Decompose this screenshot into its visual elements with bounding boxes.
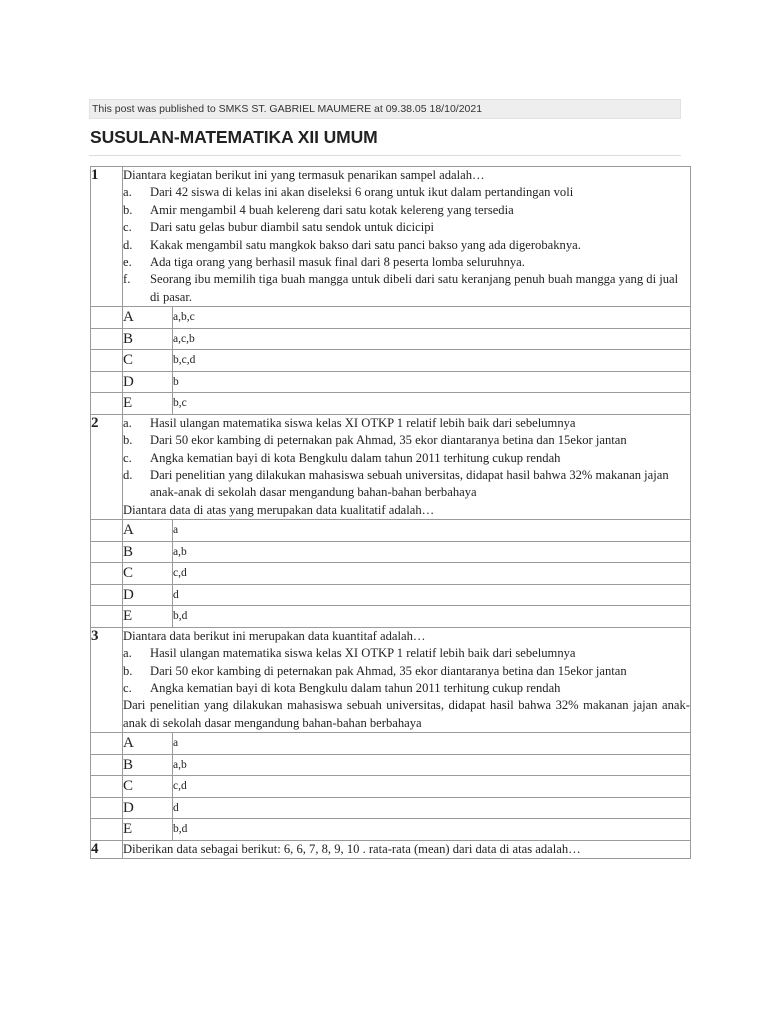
option-text: Hasil ulangan matematika siswa kelas XI OTKP 1 relatif lebih baik dari sebelumnya — [150, 415, 576, 430]
question-number: 1 — [91, 167, 123, 307]
answer-letter: D — [123, 797, 173, 819]
option-text: Dari 42 siswa di kelas ini akan diseleksi 6 orang untuk ikut dalam pertandingan voli — [150, 185, 574, 200]
answer-letter: A — [123, 733, 173, 755]
option-letter: b. — [123, 202, 133, 217]
option-text: Kakak mengambil satu mangkok bakso dari satu panci bakso yang ada digerobaknya. — [150, 237, 581, 252]
option-text: Angka kematian bayi di kota Bengkulu dalam tahun 2011 terhitung cukup rendah — [150, 680, 561, 695]
answer-row — [91, 393, 691, 415]
question-row — [91, 627, 691, 732]
question-closing: Dari penelitian yang dilakukan mahasiswa sebuah universitas, didapat hasil bahwa 32% makanan jajan anak-anak di sekolah dasar mengandung bahan-bahan berbahaya — [123, 698, 690, 730]
question-body — [123, 167, 691, 307]
answer-row — [91, 541, 691, 563]
question-option — [123, 467, 690, 502]
option-text: Hasil ulangan matematika siswa kelas XI OTKP 1 relatif lebih baik dari sebelumnya — [150, 646, 576, 661]
question-number: 2 — [91, 414, 123, 519]
answer-value: b — [173, 371, 691, 393]
option-letter: e. — [123, 255, 132, 270]
answer-row — [91, 520, 691, 542]
option-letter: c. — [123, 220, 132, 235]
option-letter: c. — [123, 680, 132, 695]
question-option — [123, 271, 690, 306]
question-closing: Diantara data di atas yang merupakan data kualitatif adalah… — [123, 502, 435, 517]
question-option — [123, 254, 690, 271]
question-number: 3 — [91, 627, 123, 732]
answer-letter: C — [123, 776, 173, 798]
answer-letter: D — [123, 371, 173, 393]
answer-letter: E — [123, 393, 173, 415]
answer-value: c,d — [173, 776, 691, 798]
answer-value: b,d — [173, 606, 691, 628]
answer-row — [91, 563, 691, 585]
question-stem: Diberikan data sebagai berikut: 6, 6, 7, 8, 9, 10 . rata-rata (mean) dari data di atas adalah… — [123, 841, 581, 856]
answer-letter: C — [123, 563, 173, 585]
option-text: Dari 50 ekor kambing di peternakan pak Ahmad, 35 ekor diantaranya betina dan 15ekor jantan — [150, 433, 627, 448]
answer-letter: E — [123, 819, 173, 841]
answer-letter: A — [123, 307, 173, 329]
question-number: 4 — [91, 840, 123, 858]
answer-row — [91, 584, 691, 606]
question-option — [123, 202, 690, 219]
option-letter: d. — [123, 237, 133, 252]
answer-row — [91, 797, 691, 819]
option-letter: b. — [123, 663, 133, 678]
question-option — [123, 432, 690, 449]
answer-value: d — [173, 797, 691, 819]
answer-letter: D — [123, 584, 173, 606]
question-row — [91, 167, 691, 307]
question-stem: Diantara kegiatan berikut ini yang termasuk penarikan sampel adalah… — [123, 168, 485, 182]
question-option — [123, 663, 690, 680]
answer-value: a,b — [173, 754, 691, 776]
answer-value: a,b,c — [173, 307, 691, 329]
question-row — [91, 414, 691, 519]
option-text: Dari satu gelas bubur diambil satu sendok untuk dicicipi — [150, 220, 435, 235]
option-text: Seorang ibu memilih tiga buah mangga untuk dibeli dari satu keranjang penuh buah mangga yang di jual di pasar. — [150, 272, 679, 304]
option-letter: b. — [123, 433, 133, 448]
answer-value: a — [173, 733, 691, 755]
answer-value: a,c,b — [173, 328, 691, 350]
title-divider — [89, 155, 681, 156]
answer-row — [91, 307, 691, 329]
answer-value: a — [173, 520, 691, 542]
answer-row — [91, 754, 691, 776]
option-letter: a. — [123, 185, 132, 200]
answer-row — [91, 328, 691, 350]
option-text: Ada tiga orang yang berhasil masuk final dari 8 peserta lomba seluruhnya. — [150, 255, 525, 270]
question-body — [123, 840, 691, 858]
option-letter: a. — [123, 646, 132, 661]
answer-row — [91, 819, 691, 841]
answer-row — [91, 371, 691, 393]
question-body — [123, 627, 691, 732]
answer-value: a,b — [173, 541, 691, 563]
question-option — [123, 450, 690, 467]
question-stem: Diantara data berikut ini merupakan data kuantitaf adalah… — [123, 628, 426, 643]
question-option — [123, 645, 690, 662]
answer-row — [91, 606, 691, 628]
option-text: Dari 50 ekor kambing di peternakan pak Ahmad, 35 ekor diantaranya betina dan 15ekor jantan — [150, 663, 627, 678]
answer-value: d — [173, 584, 691, 606]
answer-letter: B — [123, 541, 173, 563]
option-letter: d. — [123, 467, 133, 482]
post-info-bar: This post was published to SMKS ST. GABRIEL MAUMERE at 09.38.05 18/10/2021 — [89, 99, 681, 119]
answer-row — [91, 350, 691, 372]
question-option — [123, 219, 690, 236]
answer-letter: C — [123, 350, 173, 372]
answer-row — [91, 733, 691, 755]
answer-value: b,c,d — [173, 350, 691, 372]
option-text: Dari penelitian yang dilakukan mahasiswa sebuah universitas, didapat hasil bahwa 32% makanan jajan anak-anak di sekolah dasar mengandung bahan-bahan berbahaya — [150, 467, 669, 500]
quiz-table — [90, 166, 691, 859]
answer-letter: B — [123, 754, 173, 776]
option-letter: f. — [123, 272, 131, 287]
question-option — [123, 237, 690, 254]
page-title: SUSULAN-MATEMATIKA XII UMUM — [90, 127, 378, 147]
question-option — [123, 680, 690, 697]
answer-value: c,d — [173, 563, 691, 585]
question-option — [123, 415, 690, 432]
option-text: Angka kematian bayi di kota Bengkulu dalam tahun 2011 terhitung cukup rendah — [150, 450, 561, 465]
option-letter: c. — [123, 450, 132, 465]
answer-value: b,c — [173, 393, 691, 415]
answer-value: b,d — [173, 819, 691, 841]
question-option — [123, 184, 690, 201]
option-text: Amir mengambil 4 buah kelereng dari satu kotak kelereng yang tersedia — [150, 202, 514, 217]
question-row — [91, 840, 691, 858]
option-letter: a. — [123, 415, 132, 430]
answer-row — [91, 776, 691, 798]
answer-letter: A — [123, 520, 173, 542]
answer-letter: E — [123, 606, 173, 628]
answer-letter: B — [123, 328, 173, 350]
question-body — [123, 414, 691, 519]
